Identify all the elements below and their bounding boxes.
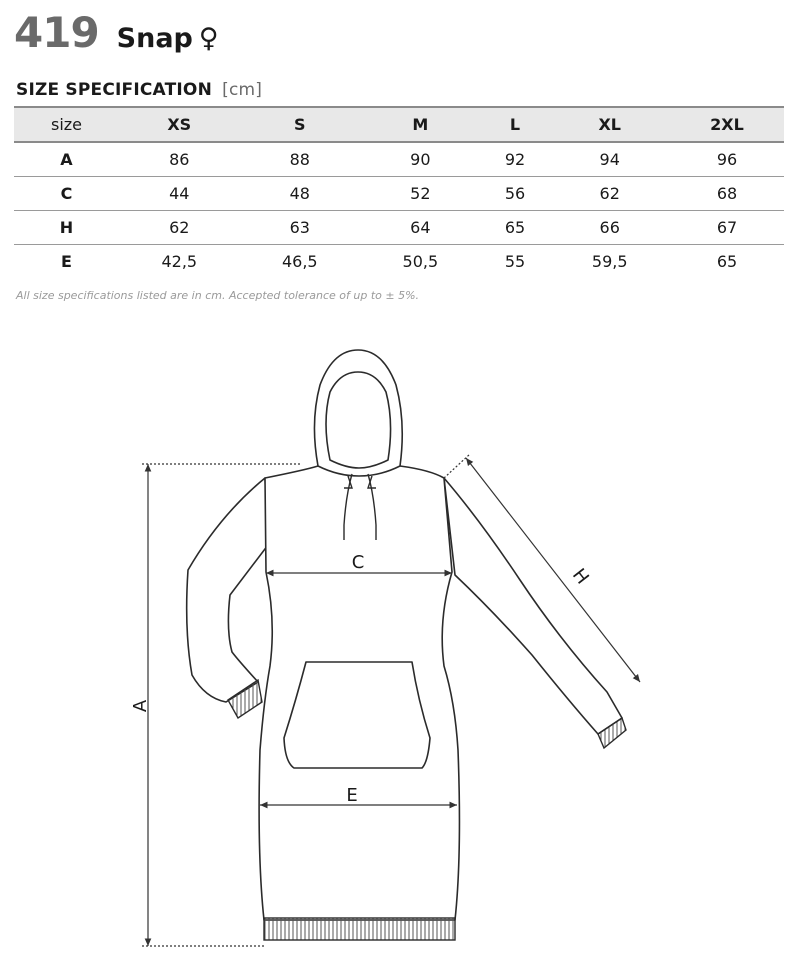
- table-row: [14, 142, 784, 177]
- table-cell: 62: [169, 218, 190, 237]
- table-cell: 62: [599, 184, 620, 203]
- table-cell: 86: [169, 150, 190, 169]
- kangaroo-pocket: [284, 662, 430, 768]
- table-cell: 94: [599, 150, 620, 169]
- header-cell-xl: XL: [598, 115, 621, 134]
- header-cell-l: L: [509, 115, 521, 134]
- table-row: [14, 177, 784, 211]
- table-cell: 63: [289, 218, 310, 237]
- hood-inner: [326, 372, 391, 468]
- table-cell: 66: [599, 218, 620, 237]
- product-name: Snap: [116, 23, 193, 54]
- header-cell-m: M: [412, 115, 429, 134]
- table-cell: 44: [169, 184, 190, 203]
- table-cell: 48: [289, 184, 310, 203]
- right-sleeve: [444, 478, 622, 734]
- table-cell: 56: [504, 184, 526, 203]
- size-table: [14, 106, 784, 278]
- header-cell-s: S: [294, 115, 306, 134]
- header-cell-size: size: [50, 115, 83, 134]
- header-cell-xs: XS: [167, 115, 192, 134]
- table-cell: 50,5: [402, 252, 439, 271]
- table-row: [14, 211, 784, 245]
- dimension-h-top-guide: [444, 454, 470, 478]
- table-cell: 59,5: [591, 252, 628, 271]
- tolerance-note: All size specifications listed are in cm. Accepted tolerance of up to ± 5%.: [16, 289, 420, 302]
- size-table-header: [14, 107, 784, 142]
- table-cell: 65: [504, 218, 526, 237]
- female-icon: ♀: [198, 23, 219, 54]
- table-cell: 52: [410, 184, 431, 203]
- table-cell: 65: [716, 252, 738, 271]
- table-cell: 42,5: [161, 252, 198, 271]
- header-cell-2xl: 2XL: [710, 115, 744, 134]
- dimension-a-label: A: [130, 699, 151, 713]
- product-header: [14, 8, 219, 60]
- table-cell: 92: [504, 150, 526, 169]
- table-cell: 68: [716, 184, 738, 203]
- row-label: C: [60, 184, 73, 203]
- table-cell: 55: [504, 252, 526, 271]
- size-spec-title-text: SIZE SPECIFICATION: [16, 80, 212, 100]
- row-label: H: [59, 218, 74, 237]
- hoodie-dress-diagram: [0, 330, 800, 964]
- table-cell: 96: [716, 150, 738, 169]
- size-spec-title: [16, 80, 262, 100]
- table-cell: 88: [289, 150, 310, 169]
- dimension-c-label: C: [351, 552, 365, 573]
- dimension-e-label: E: [346, 785, 358, 806]
- row-label: A: [60, 150, 73, 169]
- left-sleeve: [187, 478, 268, 702]
- dimension-h-label: H: [567, 564, 593, 589]
- product-code: 419: [14, 8, 99, 57]
- table-cell: 64: [410, 218, 431, 237]
- table-cell: 46,5: [281, 252, 318, 271]
- table-cell: 90: [410, 150, 431, 169]
- row-label: E: [61, 252, 72, 271]
- size-spec-unit: [cm]: [222, 80, 263, 100]
- hem-rib: [264, 918, 455, 940]
- table-cell: 67: [716, 218, 738, 237]
- table-row: [14, 245, 784, 279]
